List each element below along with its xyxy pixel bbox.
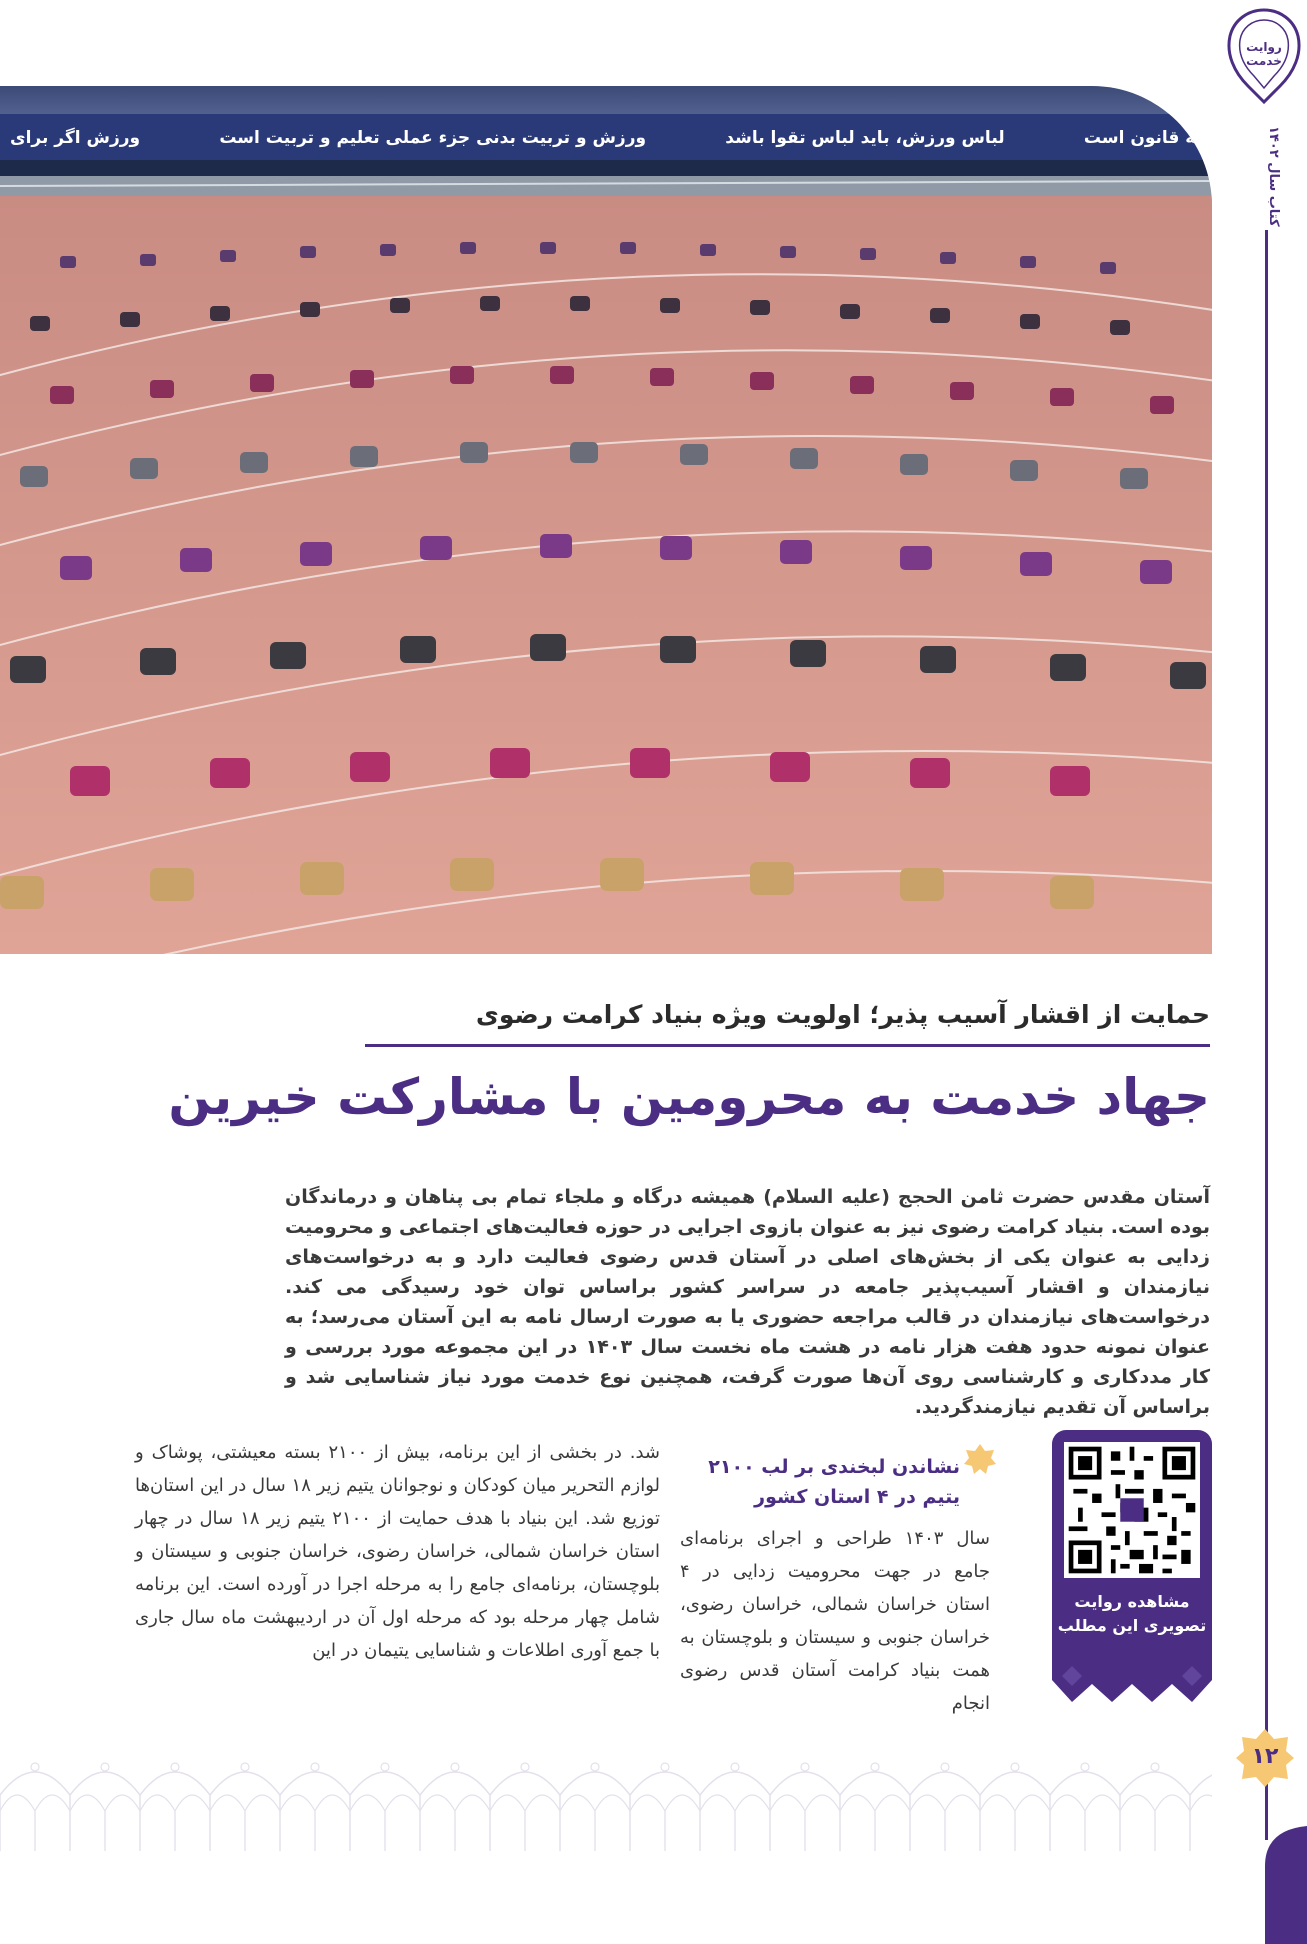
banner-text: ورزش و تربیت بدنی جزء عملی تعلیم و تربیت است: [219, 128, 647, 148]
corner-tab: [1265, 1826, 1307, 1944]
banner-text: به قانون است: [1083, 128, 1202, 148]
decorative-pattern: [0, 1745, 1212, 1851]
box-heading: نشاندن لبخندی بر لب ۲۱۰۰ یتیم در ۴ استان کشور: [708, 1456, 960, 1508]
qr-code-icon[interactable]: [1064, 1442, 1200, 1578]
stadium-illustration: [0, 86, 1212, 954]
logo-text: روایت خدمت: [1246, 40, 1282, 68]
margin-rule: [1265, 230, 1268, 1840]
page-number: ۱۲: [1251, 1744, 1279, 1769]
intro-paragraph: آستان مقدس حضرت ثامن الحجج (علیه السلام) همیشه درگاه و ملجاء تمام بی پناهان و درماندگان بوده است. بنیاد کرامت رضوی نیز به عنوان بازوی اجرایی در حوزه فعالیت‌های اجتماعی و محرومیت زدایی به عنوان یکی از بخش‌های اصلی در آستان قدس رضوی فعالیت دارد و به درخواست‌های نیازمندان و اقشار آسیب‌پذیر جامعه در سراسر کشور براساس توان خود رسیدگی می کند. درخواست‌های نیازمندان در قالب مراجعه حضوری یا به صورت ارسال نامه به این آستان می‌رسد؛ به عنوان نمونه حدود هفت هزار نامه در هشت ماه نخست سال ۱۴۰۳ در این مجموعه مورد بررسی و کار مددکاری و کارشناسی روی آن‌ها صورت گرفت، همچنین نوع خدمت مورد نیاز شناسایی شد و براساس آن تقدیم نیازمندگردید.: [285, 1186, 1210, 1418]
book-caption: کتاب سال ۱۴۰۲: [1266, 125, 1281, 227]
hero-photo: [0, 86, 1212, 954]
article-subtitle: حمایت از اقشار آسیب پذیر؛ اولویت ویژه بنیاد کرامت رضوی: [475, 1000, 1210, 1029]
body-column-left: شد. در بخشی از این برنامه، بیش از ۲۱۰۰ بسته معیشتی، پوشاک و لوازم التحریر میان کودکان و نوجوانان یتیم زیر ۱۸ سال در این استان‌ها توزیع شد. این بنیاد با هدف حمایت از ۲۱۰۰ یتیم زیر ۱۸ سال در چهار استان خراسان شمالی، خراسان رضوی، خراسان جنوبی و سیستان و بلوچستان، برنامه‌ای جامع را به مرحله اجرا در آورده است. این برنامه شامل چهار مرحله بود که مرحله اول آن در اردیبهشت ماه سال جاری با جمع آوری اطلاعات و شناسایی یتیمان در این: [135, 1442, 661, 1661]
article-title: جهاد خدمت به محرومین با مشارکت خیرین: [168, 1068, 1210, 1126]
qr-label[interactable]: مشاهده روایت تصویری این مطلب: [1057, 1592, 1207, 1635]
qr-card[interactable]: [1052, 1430, 1212, 1702]
title-divider: [365, 1044, 1210, 1047]
banner-text: ورزش اگر برای: [10, 128, 141, 148]
box-body: سال ۱۴۰۳ طراحی و اجرای برنامه‌ای جامع در جهت محرومیت زدایی در ۴ استان خراسان شمالی، خراسان رضوی، خراسان جنوبی و سیستان و بلوچستان به همت بنیاد کرامت آستان قدس رضوی انجام: [680, 1528, 990, 1714]
banner-text: لباس ورزش، باید لباس تقوا باشد: [725, 128, 1005, 148]
flower-icon: [962, 1442, 998, 1476]
